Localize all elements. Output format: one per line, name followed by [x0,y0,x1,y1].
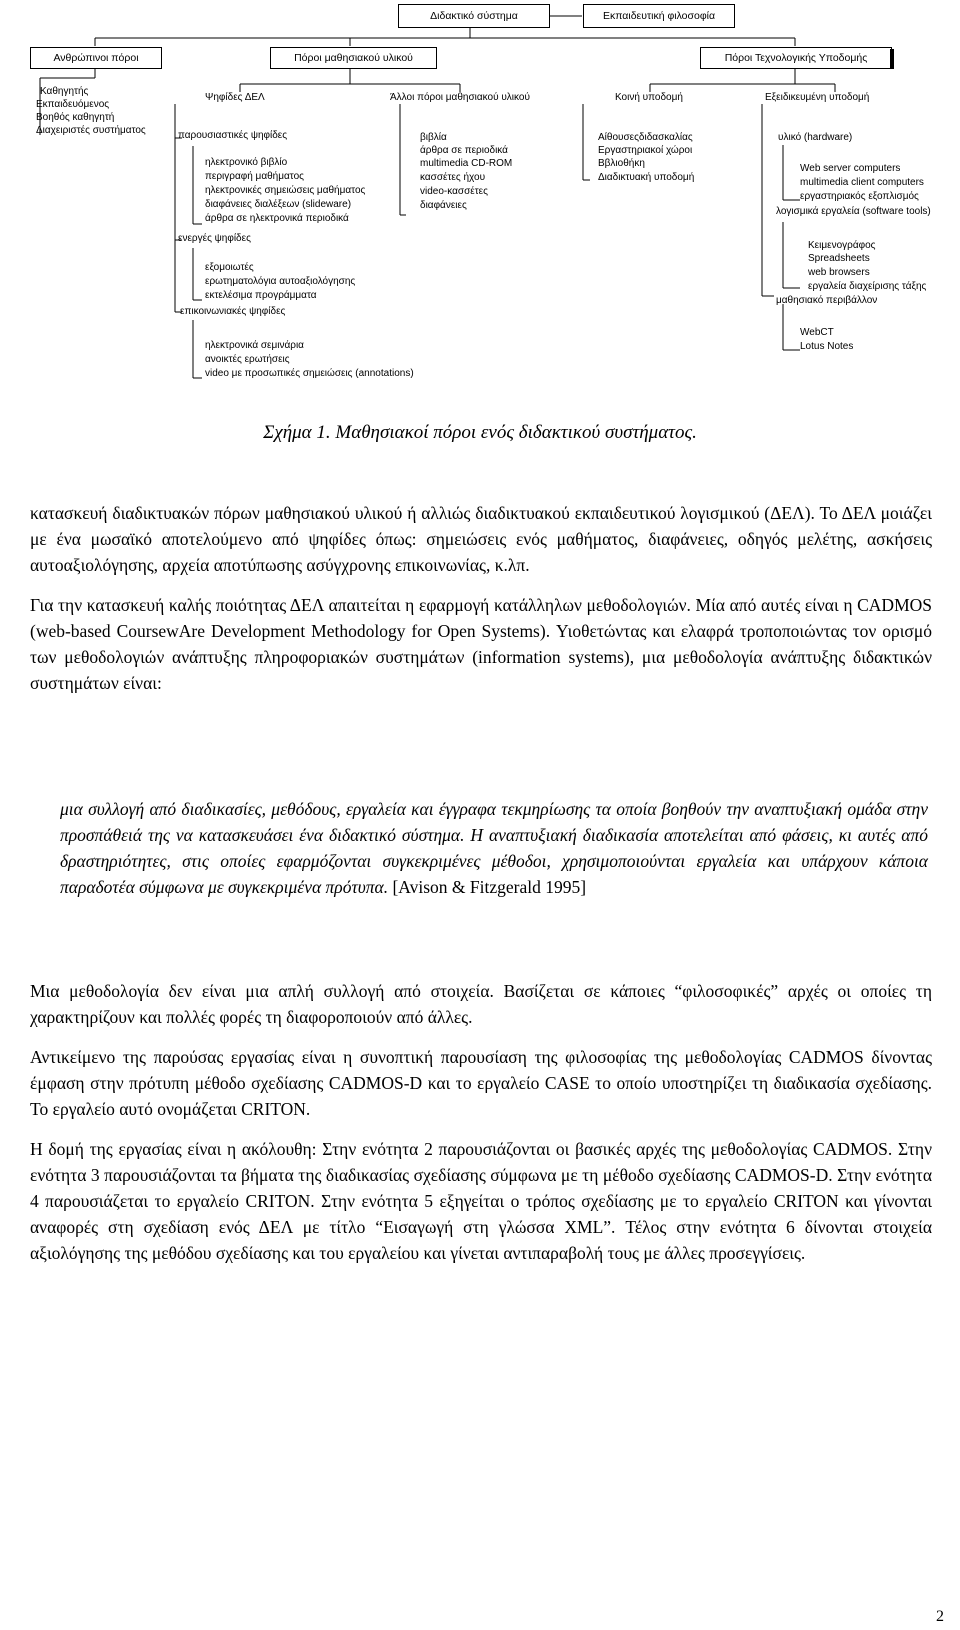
active-item: ερωτηματολόγια αυτοαξιολόγησης [205,276,356,287]
software-item: εργαλεία διαχείρισης τάξης [808,281,927,292]
software-label: λογισμικά εργαλεία (software tools) [776,206,931,217]
hardware-item: multimedia client computers [800,177,924,188]
communicative-item: ηλεκτρονικά σεμινάρια [205,340,304,351]
other-resource-item: multimedia CD-ROM [420,158,513,169]
common-infra-item: Διαδικτυακή υποδομή [598,172,695,183]
paragraph: Η δομή της εργασίας είναι η ακόλουθη: Στην ενότητα 2 παρουσιάζονται οι βασικές αρχές της μεθοδολογίας CADMOS. Στην ενότητα 3 παρουσιάζονται τα βήματα της διαδικασίας σχεδίασης σύμφωνα με τη μέθοδο σχεδίασης CADMOS-D. Στην ενότητα 4 παρουσιάζεται το εργαλείο CRITON. Στην ενότητα 5 εξηγείται ο τρόπος σχεδίασης με το εργαλείο CRITON και γίνονται αναφορές στη σχεδίαση ενός ΔΕΛ με τίτλο “Εισαγωγή στη γλώσσα XML”. Τέλος στην ενότητα 6 δίνονται στοιχεία αξιολόγησης της μεθόδου σχεδίασης και του εργαλείου και γίνεται αντιπαραβολή τους με άλλες προσεγγίσεις. [30,1139,932,1263]
body-text [30,500,932,696]
other-resource-item: άρθρα σε περιοδικά [420,145,508,156]
special-infra-header: Εξειδικευμένη υποδομή [765,92,870,103]
human-resource-item: Εκπαιδευόμενος [36,99,110,110]
paragraph: Μια μεθοδολογία δεν είναι μια απλή συλλογή από στοιχεία. Βασίζεται σε κάποιες “φιλοσοφικές” αρχές οι οποίες τη χαρακτηρίζουν και πολλές φορές τη διαφοροποιούν από άλλες. [30,981,932,1027]
presentational-units: παρουσιαστικές ψηφίδες [178,130,288,141]
citation: [Avison & Fitzgerald 1995] [392,877,587,897]
human-resource-item: Καθηγητής [40,86,89,97]
communicative-item: video με προσωπικές σημειώσεις (annotations) [205,368,414,379]
common-infra-item: Εργαστηριακοί χώροι [598,145,693,156]
other-resources-header: Άλλοι πόροι μαθησιακού υλικού [390,92,530,103]
software-item: Κειμενογράφος [808,240,876,251]
paragraph: κατασκευή διαδικτυακών πόρων μαθησιακού υλικού ή αλλιώς διαδικτυακού εκπαιδευτικού λογισμικού (ΔΕΛ). Το ΔΕΛ μοιάζει με ένα μωσαϊκό αποτελούμενο από ψηφίδες όπως: σημειώσεις ενός μαθήματος, διαφάνειες, οδηγός μελέτης, ασκήσεις αυτοαξιολόγησης, αρχεία αποτύπωσης ασύγχρονης επικοινωνίας, κ.λπ. [30,503,932,575]
active-units: ενεργές ψηφίδες [178,233,251,244]
active-item: εκτελέσιμα προγράμματα [205,290,317,301]
digital-units-header: Ψηφίδες ΔΕΛ [205,92,265,103]
body-text-continued [30,978,932,1266]
common-infra-item: Ββλιοθήκη [598,158,645,169]
quotation-text: μια συλλογή από διαδικασίες, μεθόδους, εργαλεία και έγγραφα τεκμηρίωσης τα οποία βοηθούν την αναπτυξιακή ομάδα στην προσπάθειά της να κατασκευάσει ένα διδακτικό σύστημα. Η αναπτυξιακή διαδικασία αποτελείται από φάσεις, κι αυτές από δραστηριότητες, στις οποίες εφαρμόζονται συγκεκριμένες μέθοδοι, χρησιμοποιούνται εργαλεία και υπάρχουν κάποια παραδοτέα σύμφωνα με συγκεκριμένα πρότυπα. [60,799,928,897]
other-resource-item: βιβλία [420,132,447,143]
software-item: web browsers [808,267,870,278]
box-human-resources: Ανθρώπινοι πόροι [30,47,162,69]
box-shadow [890,49,894,69]
presentational-item: ηλεκτρονικό βιβλίο [205,157,288,168]
active-item: εξομοιωτές [205,262,254,273]
hardware-label: υλικό (hardware) [778,132,853,143]
box-educational-philosophy: Εκπαιδευτική φιλοσοφία [583,4,735,28]
other-resource-item: κασσέτες ήχου [420,172,486,183]
quotation [60,796,928,900]
box-teaching-system: Διδακτικό σύστημα [398,4,550,28]
learning-env-item: WebCT [800,327,834,338]
software-item: Spreadsheets [808,253,870,264]
human-resource-item: Βοηθός καθηγητή [36,112,115,123]
hardware-item: εργαστηριακός εξοπλισμός [800,191,919,202]
hardware-item: Web server computers [800,163,901,174]
common-infra-header: Κοινή υποδομή [615,92,683,103]
presentational-item: περιγραφή μαθήματος [205,171,304,182]
learning-env-label: μαθησιακό περιβάλλον [776,295,878,306]
presentational-item: ηλεκτρονικές σημειώσεις μαθήματος [205,185,366,196]
other-resource-item: video-κασσέτες [420,186,488,197]
presentational-item: άρθρα σε ηλεκτρονικά περιοδικά [205,213,349,224]
figure-caption: Σχήμα 1. Μαθησιακοί πόροι ενός διδακτικού συστήματος. [263,422,697,443]
paragraph: Αντικείμενο της παρούσας εργασίας είναι η συνοπτική παρουσίαση της φιλοσοφίας της μεθοδολογίας CADMOS δίνοντας έμφαση στην πρότυπη μέθοδο σχεδίασης CADMOS-D και το εργαλείο CASE το οποίο υποστηρίζει τη διαδικασία σχεδίασης. Το εργαλείο αυτό ονομάζεται CRITON. [30,1047,932,1119]
learning-resources-diagram [0,0,960,395]
human-resource-item: Διαχειριστές συστήματος [36,125,146,136]
box-material-resources: Πόροι μαθησιακού υλικού [270,47,437,69]
presentational-item: διαφάνειες διαλέξεων (slideware) [205,199,352,210]
paragraph: Για την κατασκευή καλής ποιότητας ΔΕΛ απαιτείται η εφαρμογή κατάλληλων μεθοδολογιών. Μία από αυτές είναι η CADMOS (web-based CoursewAre Development Methodology for Open Systems). Υιοθετώντας και ελαφρά τροποποιώντας τον ορισμό των μεθοδολογιών ανάπτυξης πληροφοριακών συστημάτων (information systems), μια μεθοδολογία ανάπτυξης διδακτικών συστημάτων είναι: [30,595,932,693]
communicative-item: ανοικτές ερωτήσεις [205,354,290,365]
page-number: 2 [936,1608,944,1625]
learning-env-item: Lotus Notes [800,341,854,352]
communicative-units: επικοινωνιακές ψηφίδες [180,306,286,317]
other-resource-item: διαφάνειες [420,200,467,211]
box-technology-resources: Πόροι Τεχνολογικής Υποδομής [700,47,892,69]
common-infra-item: Αίθουσεςδιδασκαλίας [598,132,693,143]
